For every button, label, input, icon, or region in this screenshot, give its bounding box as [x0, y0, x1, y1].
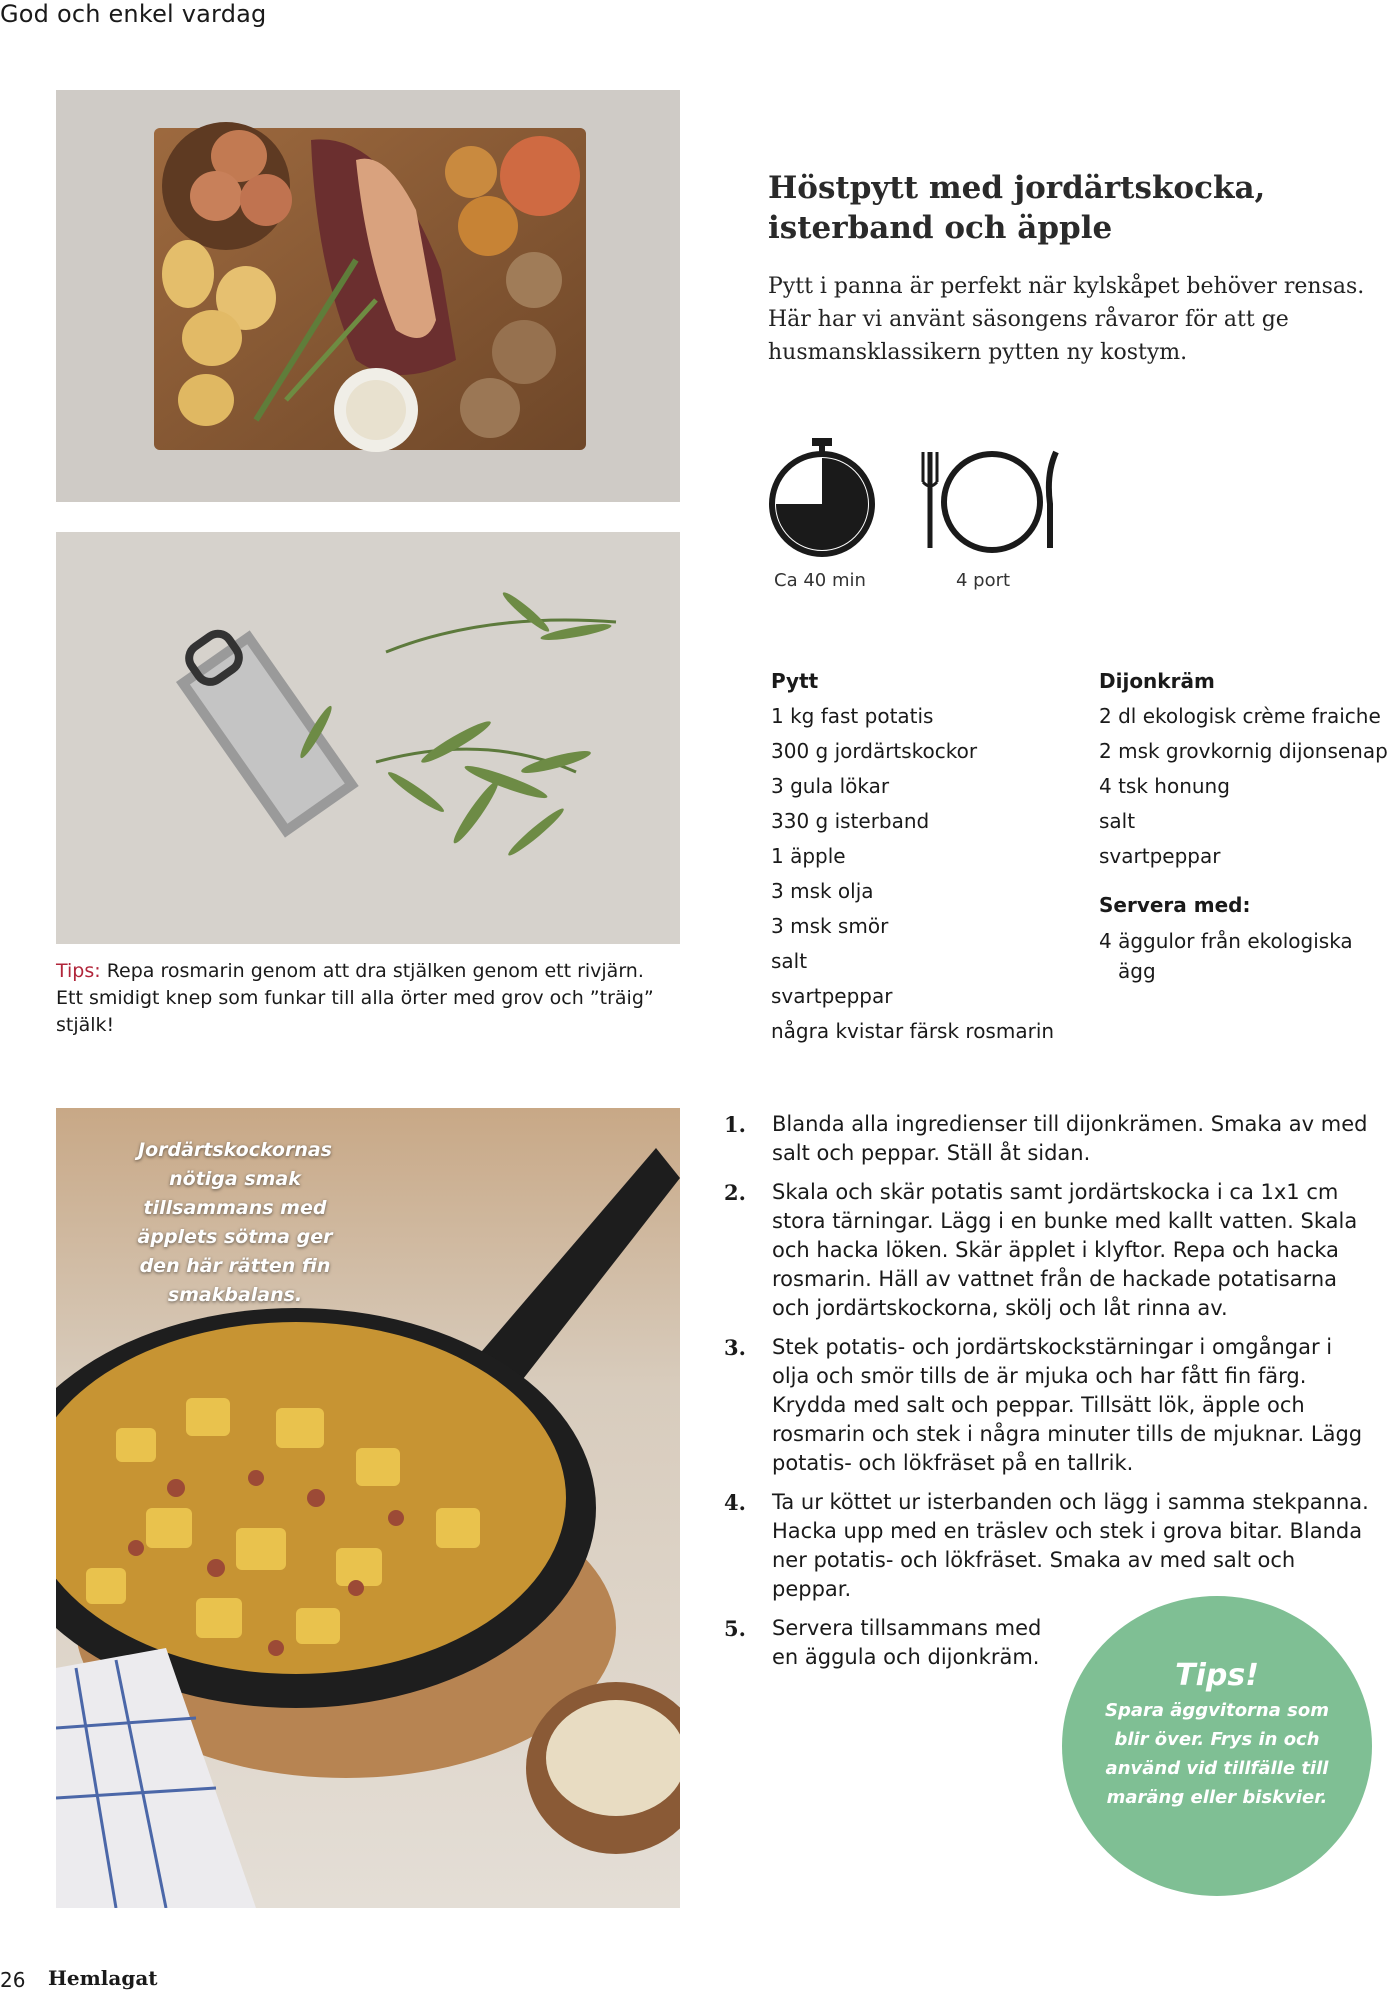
ingredients-heading: Servera med: — [1099, 893, 1251, 917]
tip-rosemary — [56, 958, 666, 1039]
step-number: 5. — [724, 1616, 746, 1641]
step-item — [720, 1488, 1370, 1604]
ingredient-item: 3 msk olja — [771, 879, 874, 903]
tip-bubble-text: Spara äggvitorna som blir över. Frys in och använd vid tillfälle till maräng eller biskvier. — [1104, 1700, 1329, 1808]
ingredient-item: svartpeppar — [1099, 844, 1221, 868]
ingredient-item: 300 g jordärtskockor — [771, 739, 978, 763]
tip-bubble-title: Tips! — [1175, 1658, 1259, 1693]
step-item — [720, 1110, 1370, 1168]
photo-quote: Jordärtskockornas nötiga smak tillsammans med äpplets sötma ger den här rätten fin smakbalans. — [137, 1139, 333, 1306]
magazine-name: Hemlagat — [48, 1966, 158, 1990]
ingredient-item: 3 gula lökar — [771, 774, 890, 798]
ingredient-item: 4 tsk honung — [1099, 774, 1230, 798]
ingredient-item: 330 g isterband — [771, 809, 930, 833]
portions-label: 4 port — [956, 570, 1011, 591]
ingredient-item: ägg — [1118, 959, 1156, 983]
step-item — [720, 1333, 1370, 1478]
step-item — [720, 1178, 1370, 1323]
step-text: Blanda alla ingredienser till dijonkrämen. Smaka av med salt och peppar. Ställ åt sidan. — [772, 1112, 1368, 1165]
stopwatch-icon — [766, 436, 878, 560]
ingredient-item: 2 dl ekologisk crème fraiche — [1099, 704, 1381, 728]
step-number: 1. — [724, 1112, 746, 1137]
ingredients-pytt — [771, 664, 1081, 1049]
ingredient-item: 3 msk smör — [771, 914, 889, 938]
grater-photo — [56, 532, 680, 944]
ingredients-dijon — [1099, 664, 1389, 874]
plate-cutlery-icon — [920, 444, 1064, 556]
recipe-title: Höstpytt med jordärtskocka, isterband och äpple — [768, 170, 1266, 246]
ingredient-item: svartpeppar — [771, 984, 893, 1008]
ingredients-serve — [1099, 890, 1389, 986]
step-number: 4. — [724, 1490, 746, 1515]
step-number: 3. — [724, 1335, 746, 1360]
step-text: Skala och skär potatis samt jordärtskocka i ca 1x1 cm stora tärningar. Lägg i en bunke med kallt vatten. Skala och hacka löken. Skär äpplet i klyftor. Repa och hacka rosmarin. Häll av vattnet från de hackade potatisarna och jordärtskockorna, skölj och låt rinna av. — [772, 1180, 1358, 1320]
tip-text: Repa rosmarin genom att dra stjälken genom ett rivjärn. Ett smidigt knep som funkar till alla örter med grov och ”träig” stjälk! — [56, 960, 654, 1036]
ingredients-heading: Dijonkräm — [1099, 669, 1215, 693]
method-steps — [720, 1110, 1370, 1682]
step-text: Stek potatis- och jordärtskockstärningar i omgångar i olja och smör tills de är mjuka och har fått fin färg. Krydda med salt och peppar. Tillsätt lök, äpple och rosmarin och stek i några minuter tills de mjuknar. Lägg potatis- och lökfräset på en tallrik. — [772, 1335, 1363, 1475]
step-item — [720, 1614, 1072, 1672]
tip-label: Tips: — [56, 960, 101, 982]
time-label: Ca 40 min — [774, 570, 866, 591]
step-text: Servera tillsammans med en äggula och dijonkräm. — [772, 1616, 1042, 1669]
ingredient-item: några kvistar färsk rosmarin — [771, 1019, 1055, 1043]
ingredient-item: 1 kg fast potatis — [771, 704, 934, 728]
recipe-intro: Pytt i panna är perfekt när kylskåpet behöver rensas. Här har vi använt säsongens råvaror för att ge husmansklassikern pytten ny kostym. — [768, 274, 1365, 365]
step-number: 2. — [724, 1180, 746, 1205]
ingredient-item: salt — [1099, 809, 1136, 833]
page-number: 26 — [0, 1968, 26, 1992]
ingredients-photo — [56, 90, 680, 502]
ingredient-item: 1 äpple — [771, 844, 846, 868]
tip-bubble — [1062, 1596, 1372, 1896]
ingredient-item: salt — [771, 949, 808, 973]
ingredient-item: 2 msk grovkornig dijonsenap — [1099, 739, 1388, 763]
section-label: God och enkel vardag — [0, 0, 267, 28]
ingredient-item: 4 äggulor från ekologiska — [1099, 929, 1353, 953]
ingredients-heading: Pytt — [771, 669, 819, 693]
step-text: Ta ur köttet ur isterbanden och lägg i samma stekpanna. Hacka upp med en träslev och stek i grova bitar. Blanda ner potatis- och lökfräset. Smaka av med salt och peppar. — [772, 1490, 1369, 1601]
